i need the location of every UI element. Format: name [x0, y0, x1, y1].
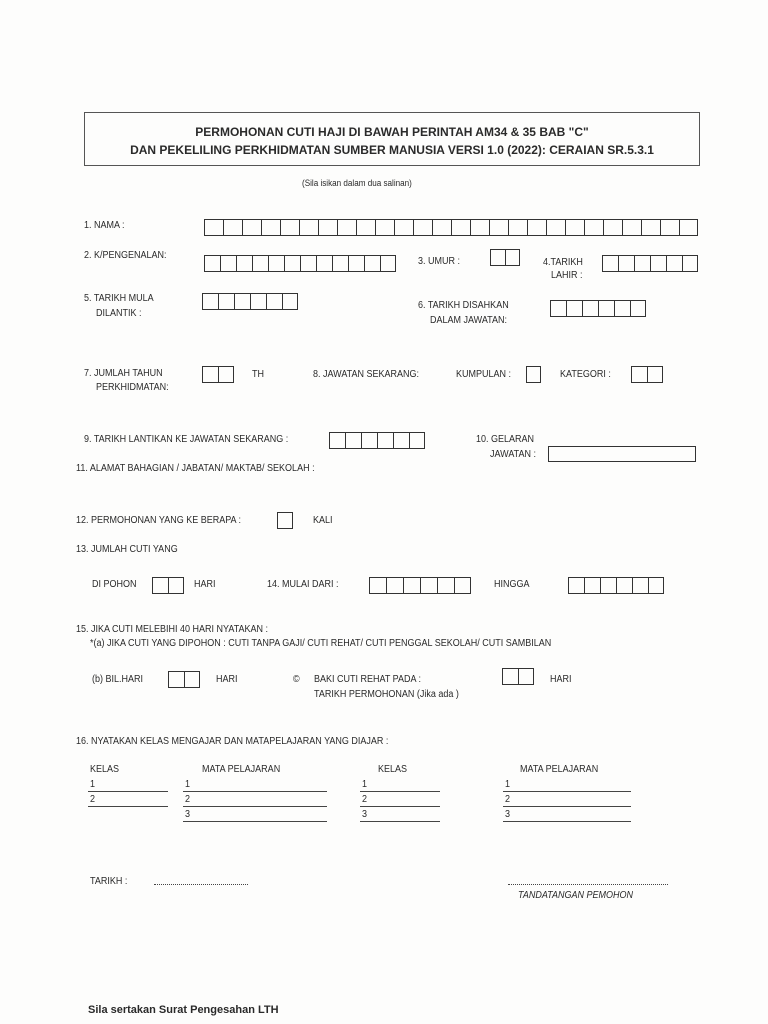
right-mata-line[interactable]	[503, 821, 631, 822]
hari-label-3: HARI	[550, 674, 572, 685]
char-box[interactable]	[348, 255, 364, 272]
tandatangan-label: TANDATANGAN PEMOHON	[518, 890, 634, 901]
jumlah-tahun-label-2: PERKHIDMATAN:	[96, 382, 169, 393]
char-box[interactable]	[505, 249, 520, 266]
tarikh-dotted-line[interactable]	[154, 884, 248, 885]
char-box[interactable]	[618, 255, 634, 272]
disahkan-input[interactable]	[550, 300, 646, 317]
right-kelas-line[interactable]	[360, 806, 440, 807]
char-box[interactable]	[502, 668, 518, 685]
char-box[interactable]	[252, 255, 268, 272]
permohonan-ke-input[interactable]	[277, 512, 293, 529]
char-box[interactable]	[650, 255, 666, 272]
char-box[interactable]	[268, 255, 284, 272]
char-box[interactable]	[356, 219, 375, 236]
left-mata-row: 2	[185, 794, 191, 805]
left-kelas-line[interactable]	[88, 806, 168, 807]
char-box[interactable]	[223, 219, 242, 236]
char-box[interactable]	[490, 249, 505, 266]
right-kelas-row: 1	[362, 779, 368, 790]
char-box[interactable]	[598, 300, 614, 317]
jumlah-tahun-label-1: 7. JUMLAH TAHUN	[84, 368, 163, 379]
char-box[interactable]	[584, 219, 603, 236]
char-box[interactable]	[432, 219, 451, 236]
char-box[interactable]	[218, 293, 234, 310]
disahkan-label-1: 6. TARIKH DISAHKAN	[418, 300, 509, 311]
kp-label: 2. K/PENGENALAN:	[84, 250, 167, 261]
char-box[interactable]	[152, 577, 168, 594]
char-box[interactable]	[204, 219, 223, 236]
left-mata-row: 3	[185, 809, 191, 820]
char-box[interactable]	[489, 219, 508, 236]
left-kelas-line[interactable]	[88, 791, 168, 792]
char-box[interactable]	[284, 255, 300, 272]
right-kelas-line[interactable]	[360, 821, 440, 822]
char-box[interactable]	[277, 512, 293, 529]
char-box[interactable]	[393, 432, 409, 449]
char-box[interactable]	[565, 219, 584, 236]
tarikh-label: TARIKH :	[90, 876, 128, 887]
char-box[interactable]	[641, 219, 660, 236]
right-mata-row: 2	[505, 794, 511, 805]
char-box[interactable]	[584, 577, 600, 594]
left-mata-line[interactable]	[183, 791, 327, 792]
tarikh-lahir-label-1: 4.TARIKH	[543, 257, 583, 268]
char-box[interactable]	[648, 577, 664, 594]
melebihi-label: 15. JIKA CUTI MELEBIHI 40 HARI NYATAKAN :	[76, 624, 269, 635]
char-box[interactable]	[168, 577, 184, 594]
char-box[interactable]	[508, 219, 527, 236]
left-kelas-row: 2	[90, 794, 96, 805]
nama-input[interactable]	[204, 219, 698, 236]
char-box[interactable]	[261, 219, 280, 236]
right-kelas-header: KELAS	[378, 764, 408, 775]
umur-input[interactable]	[490, 249, 520, 266]
char-box[interactable]	[616, 577, 632, 594]
char-box[interactable]	[369, 577, 386, 594]
char-box[interactable]	[546, 219, 565, 236]
left-mata-line[interactable]	[183, 821, 327, 822]
char-box[interactable]	[218, 366, 234, 383]
char-box[interactable]	[632, 577, 648, 594]
char-box[interactable]	[634, 255, 650, 272]
form-title-box	[84, 112, 700, 166]
gelaran-label-2: JAWATAN :	[490, 449, 536, 460]
baki-cuti-input[interactable]	[502, 668, 534, 685]
char-box[interactable]	[409, 432, 425, 449]
char-box[interactable]	[630, 300, 646, 317]
tarikh-lantikan-input[interactable]	[329, 432, 425, 449]
mulai-dari-label: 14. MULAI DARI :	[267, 579, 339, 590]
left-mata-row: 1	[185, 779, 191, 790]
char-box[interactable]	[242, 219, 261, 236]
hari-label-2: HARI	[216, 674, 238, 685]
char-box[interactable]	[345, 432, 361, 449]
char-box[interactable]	[361, 432, 377, 449]
di-pohon-label: DI POHON	[92, 579, 137, 590]
char-box[interactable]	[300, 255, 316, 272]
signature-dotted-line[interactable]	[508, 884, 668, 885]
char-box[interactable]	[526, 366, 541, 383]
char-box[interactable]	[582, 300, 598, 317]
char-box[interactable]	[614, 300, 630, 317]
gelaran-input[interactable]	[548, 446, 696, 462]
mula-dilantik-label-2: DILANTIK :	[96, 308, 142, 319]
char-box[interactable]	[602, 255, 618, 272]
jawatan-sekarang-label: 8. JAWATAN SEKARANG:	[313, 369, 420, 380]
tarikh-lahir-label-2: LAHIR :	[551, 270, 583, 281]
mula-dilantik-input[interactable]	[202, 293, 298, 310]
kategori-input[interactable]	[631, 366, 663, 383]
char-box[interactable]	[631, 366, 647, 383]
nama-label: 1. NAMA :	[84, 220, 125, 231]
char-box[interactable]	[679, 219, 698, 236]
gelaran-label-1: 10. GELARAN	[476, 434, 535, 445]
kp-input[interactable]	[204, 255, 396, 272]
nyatakan-kelas-label: 16. NYATAKAN KELAS MENGAJAR DAN MATAPELAJARAN YANG DIAJAR :	[76, 736, 389, 747]
left-kelas-header: KELAS	[90, 764, 120, 775]
char-box[interactable]	[682, 255, 698, 272]
mulai-dari-input[interactable]	[369, 577, 471, 594]
mula-dilantik-label-1: 5. TARIKH MULA	[84, 293, 154, 304]
kumpulan-input[interactable]	[526, 366, 541, 383]
right-kelas-line[interactable]	[360, 791, 440, 792]
char-box[interactable]	[266, 293, 282, 310]
char-box[interactable]	[451, 219, 470, 236]
right-kelas-row: 2	[362, 794, 368, 805]
char-box[interactable]	[566, 300, 582, 317]
tarikh-lantikan-label: 9. TARIKH LANTIKAN KE JAWATAN SEKARANG :	[84, 434, 289, 445]
char-box[interactable]	[234, 293, 250, 310]
char-box[interactable]	[299, 219, 318, 236]
char-box[interactable]	[394, 219, 413, 236]
char-box[interactable]	[380, 255, 396, 272]
bil-hari-input[interactable]	[168, 671, 200, 688]
permohonan-ke-label: 12. PERMOHONAN YANG KE BERAPA :	[76, 515, 242, 526]
right-mata-row: 3	[505, 809, 511, 820]
char-box[interactable]	[332, 255, 348, 272]
tarikh-lahir-input[interactable]	[602, 255, 698, 272]
char-box[interactable]	[420, 577, 437, 594]
char-box[interactable]	[375, 219, 394, 236]
hingga-label: HINGGA	[494, 579, 530, 590]
char-box[interactable]	[603, 219, 622, 236]
form-instruction-note: (Sila isikan dalam dua salinan)	[302, 178, 412, 188]
char-box[interactable]	[250, 293, 266, 310]
char-box[interactable]	[236, 255, 252, 272]
right-mata-row: 1	[505, 779, 511, 790]
char-box[interactable]	[184, 671, 200, 688]
sub-c-label: ©	[293, 674, 300, 685]
char-box[interactable]	[413, 219, 432, 236]
right-kelas-row: 3	[362, 809, 368, 820]
char-box[interactable]	[470, 219, 489, 236]
form-title-line-2: DAN PEKELILING PERKHIDMATAN SUMBER MANUSIA VERSI 1.0 (2022): CERAIAN SR.5.3.1	[130, 143, 654, 157]
char-box[interactable]	[600, 577, 616, 594]
bil-hari-label: (b) BIL.HARI	[92, 674, 144, 685]
char-box[interactable]	[282, 293, 298, 310]
char-box[interactable]	[204, 255, 220, 272]
alamat-label: 11. ALAMAT BAHAGIAN / JABATAN/ MAKTAB/ SEKOLAH :	[76, 463, 315, 474]
right-mata-header: MATA PELAJARAN	[520, 764, 599, 775]
char-box[interactable]	[318, 219, 337, 236]
left-mata-header: MATA PELAJARAN	[202, 764, 281, 775]
char-box[interactable]	[568, 577, 584, 594]
jumlah-cuti-label: 13. JUMLAH CUTI YANG	[76, 544, 178, 555]
jumlah-tahun-input[interactable]	[202, 366, 234, 383]
left-kelas-row: 1	[90, 779, 96, 790]
kumpulan-label: KUMPULAN :	[456, 369, 512, 380]
char-box[interactable]	[386, 577, 403, 594]
kali-label: KALI	[313, 515, 333, 526]
char-box[interactable]	[168, 671, 184, 688]
char-box[interactable]	[364, 255, 380, 272]
hingga-input[interactable]	[568, 577, 664, 594]
di-pohon-input[interactable]	[152, 577, 184, 594]
th-label: TH	[252, 369, 265, 380]
char-box[interactable]	[660, 219, 679, 236]
kategori-label: KATEGORI :	[560, 369, 611, 380]
char-box[interactable]	[329, 432, 345, 449]
disahkan-label-2: DALAM JAWATAN:	[430, 315, 508, 326]
char-box[interactable]	[280, 219, 299, 236]
char-box[interactable]	[316, 255, 332, 272]
char-box[interactable]	[337, 219, 356, 236]
umur-label: 3. UMUR :	[418, 256, 461, 267]
right-mata-line[interactable]	[503, 806, 631, 807]
form-title-line-1: PERMOHONAN CUTI HAJI DI BAWAH PERINTAH AM34 & 35 BAB "C"	[195, 125, 589, 139]
right-mata-line[interactable]	[503, 791, 631, 792]
baki-cuti-label-1: BAKI CUTI REHAT PADA :	[314, 674, 422, 685]
char-box[interactable]	[202, 366, 218, 383]
char-box[interactable]	[666, 255, 682, 272]
char-box[interactable]	[377, 432, 393, 449]
hari-label-1: HARI	[194, 579, 216, 590]
char-box[interactable]	[454, 577, 471, 594]
char-box[interactable]	[527, 219, 546, 236]
baki-cuti-label-2: TARIKH PERMOHONAN (Jika ada )	[314, 689, 459, 700]
char-box[interactable]	[550, 300, 566, 317]
char-box[interactable]	[518, 668, 534, 685]
sub-a-label: *(a) JIKA CUTI YANG DIPOHON : CUTI TANPA GAJI/ CUTI REHAT/ CUTI PENGGAL SEKOLAH/ CUTI SAMBILAN	[90, 638, 552, 649]
char-box[interactable]	[220, 255, 236, 272]
left-mata-line[interactable]	[183, 806, 327, 807]
char-box[interactable]	[647, 366, 663, 383]
footer-note: Sila sertakan Surat Pengesahan LTH	[88, 1004, 279, 1016]
char-box[interactable]	[403, 577, 420, 594]
char-box[interactable]	[622, 219, 641, 236]
char-box[interactable]	[437, 577, 454, 594]
char-box[interactable]	[202, 293, 218, 310]
